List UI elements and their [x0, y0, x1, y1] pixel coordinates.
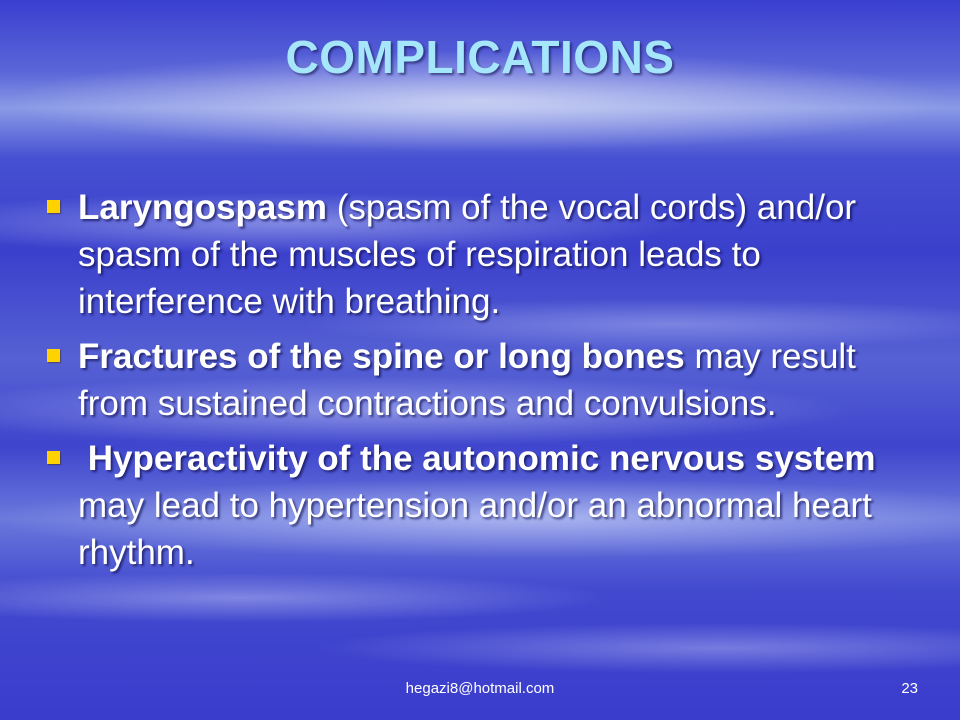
bullet-text: (spasm of the vocal cords) and/or spasm of the muscles of respiration leads to interference with breathing.	[78, 188, 857, 321]
square-bullet-icon	[47, 451, 60, 464]
bullet-item-laryngospasm	[40, 184, 920, 325]
page-number: 23	[901, 680, 918, 697]
square-bullet-icon	[47, 349, 60, 362]
bullet-text: may result from sustained contractions and convulsions.	[78, 337, 856, 423]
bullet-item-fractures	[40, 333, 920, 427]
bullet-item-hyperactivity	[40, 435, 920, 576]
bullet-text: may lead to hypertension and/or an abnormal heart rhythm.	[78, 486, 872, 572]
square-bullet-icon	[47, 200, 60, 213]
bullet-bold-text: Laryngospasm	[78, 188, 327, 227]
footer-email: hegazi8@hotmail.com	[405, 680, 555, 697]
bullet-list	[40, 184, 920, 584]
bullet-bold-text: Fractures of the spine or long bones	[78, 337, 685, 376]
slide-title: COMPLICATIONS	[285, 31, 675, 83]
bullet-bold-text: Hyperactivity of the autonomic nervous system	[87, 439, 876, 478]
bullet-lead-space	[78, 439, 88, 478]
